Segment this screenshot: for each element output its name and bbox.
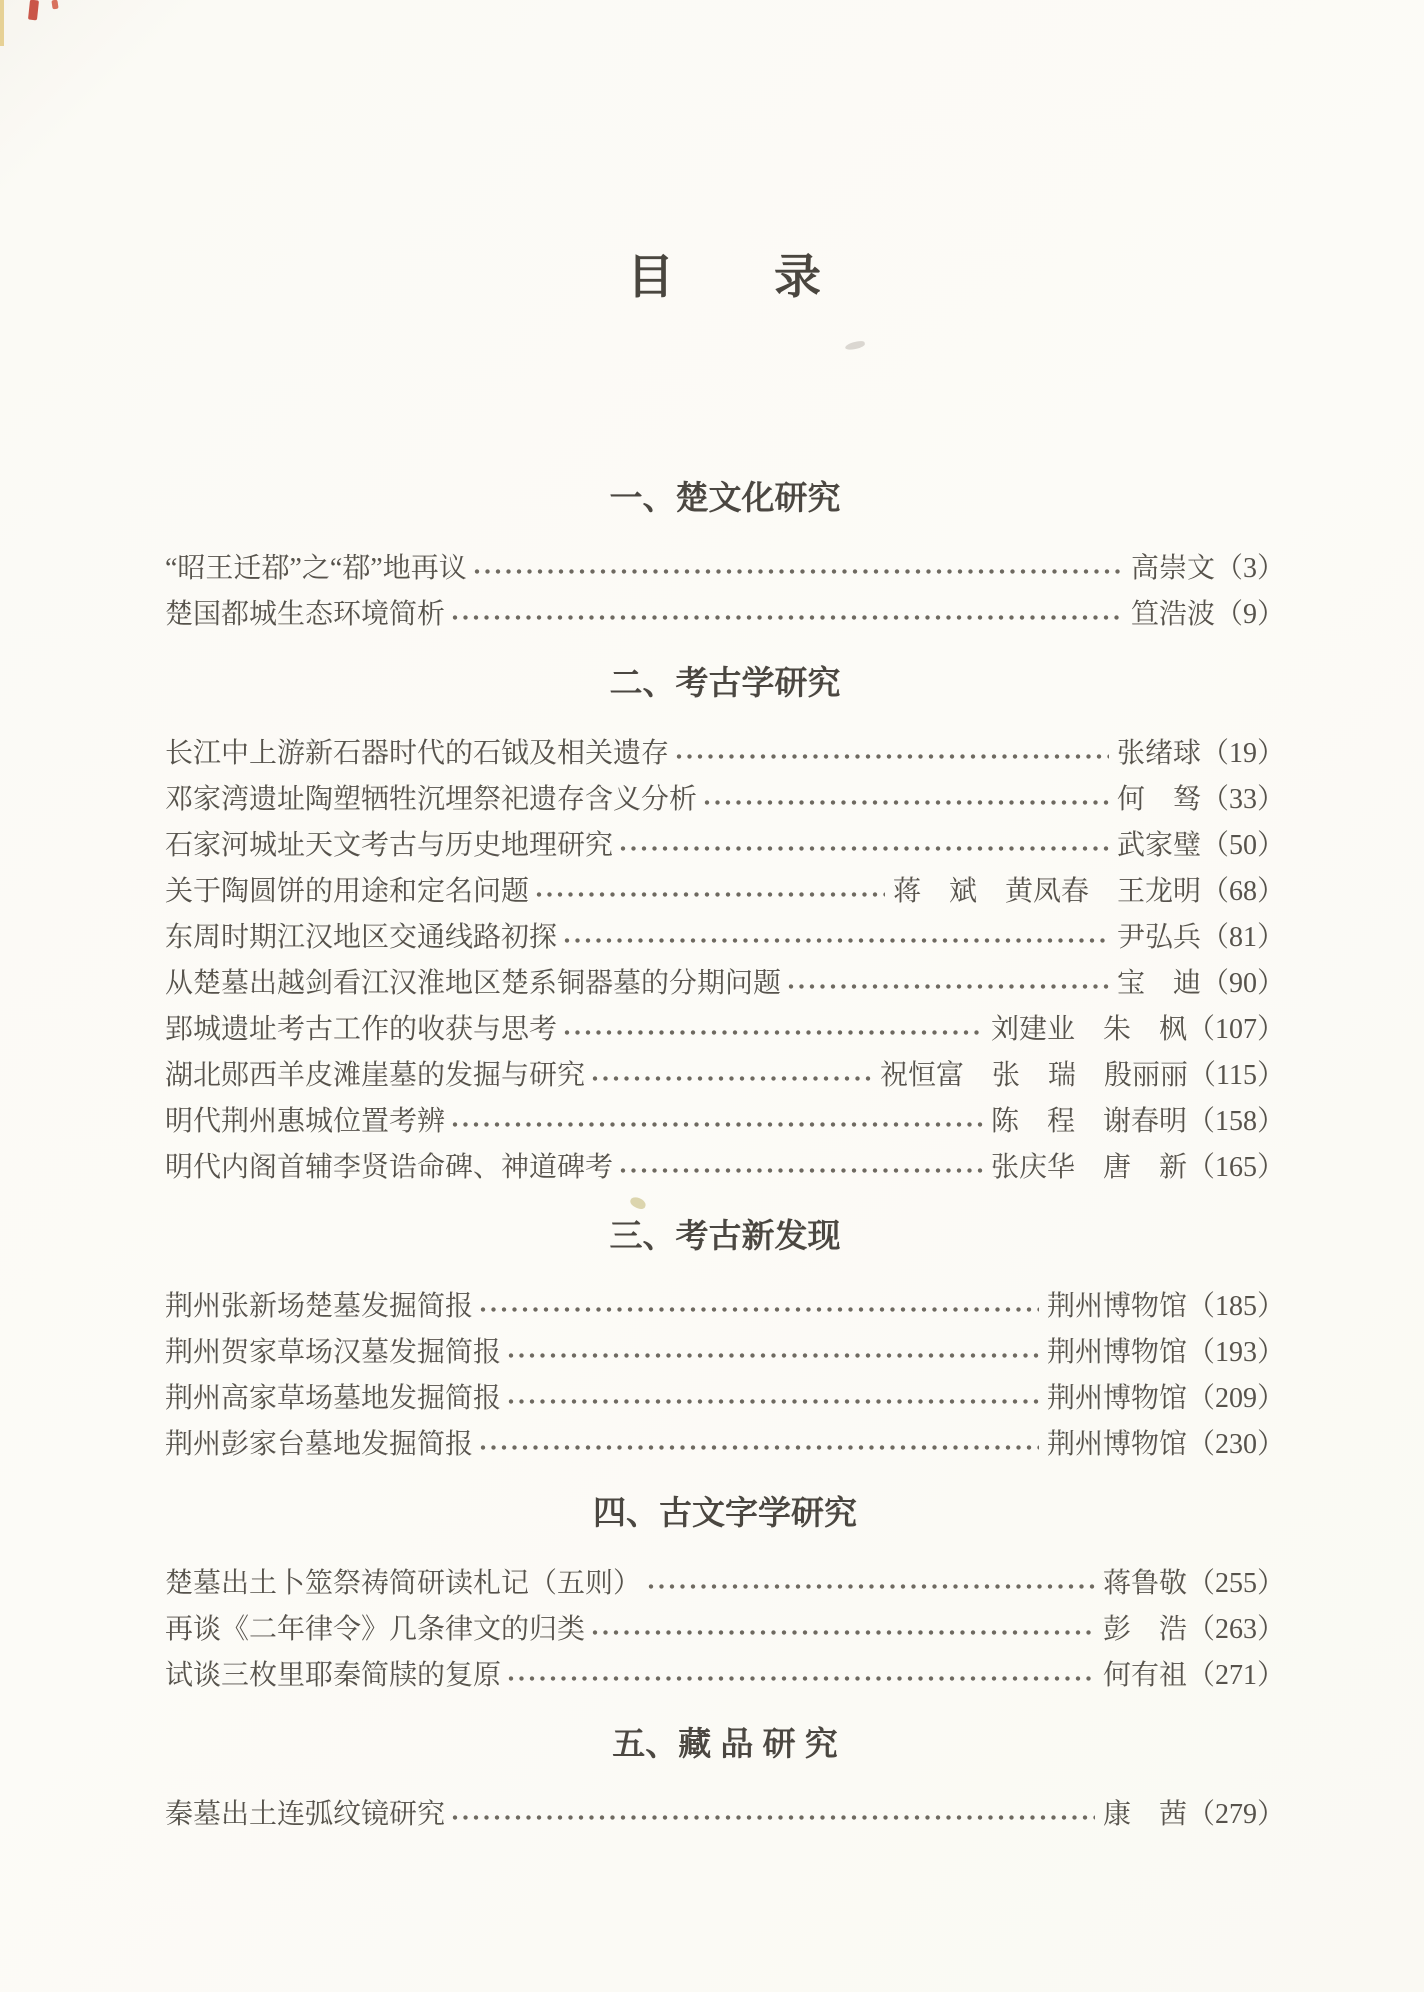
toc-entry-row (165, 1099, 1285, 1145)
dot-leader (591, 1628, 1095, 1637)
toc-entry-row (165, 731, 1285, 777)
entry-byline (1047, 1376, 1285, 1422)
section-entries (165, 1792, 1285, 1838)
scan-artifact-red-small (51, 0, 58, 9)
entry-authors: 笪浩波 (1130, 598, 1215, 630)
section-heading: 四、古文字学研究 (593, 1493, 857, 1531)
entry-byline (991, 1145, 1285, 1191)
entry-title: 试谈三枚里耶秦简牍的复原 (165, 1659, 502, 1691)
dot-leader (563, 1028, 983, 1037)
toc-entry-row (165, 1376, 1285, 1422)
entry-authors: 荆州博物馆 (1046, 1382, 1187, 1414)
entry-pageref: （3） (1214, 552, 1285, 584)
toc-entry-row (165, 1561, 1285, 1607)
entry-authors: 何 驽 (1116, 783, 1201, 815)
toc-entry-row (165, 1053, 1285, 1099)
entry-title: 明代荆州惠城位置考辨 (165, 1105, 446, 1137)
entry-title: 湖北郧西羊皮滩崖墓的发掘与研究 (165, 1059, 586, 1091)
dot-leader (507, 1351, 1039, 1360)
toc-entry-row (165, 823, 1285, 869)
dot-leader (591, 1074, 872, 1083)
dot-leader (507, 1397, 1039, 1406)
section-heading: 三、考古新发现 (609, 1216, 841, 1254)
dot-leader (451, 1120, 983, 1129)
entry-pageref: （165） (1186, 1151, 1285, 1183)
entry-title: 明代内阁首辅李贤诰命碑、神道碑考 (165, 1151, 614, 1183)
section-heading: 一、楚文化研究 (609, 479, 841, 517)
entry-authors: 荆州博物馆 (1046, 1336, 1187, 1368)
toc-entry-row (165, 915, 1285, 961)
entry-pageref: （33） (1200, 783, 1285, 815)
toc-entry-row (165, 869, 1285, 915)
entry-byline (893, 869, 1285, 915)
toc-section (165, 1215, 1285, 1468)
toc-entry-row (165, 1792, 1285, 1838)
entry-pageref: （255） (1186, 1567, 1285, 1599)
entry-title: 长江中上游新石器时代的石钺及相关遗存 (165, 737, 670, 769)
entry-byline (1117, 961, 1285, 1007)
entry-byline (1103, 1561, 1285, 1607)
entry-authors: 蒋 斌 黄凤春 王龙明 (892, 875, 1201, 907)
toc-entry-row (165, 1422, 1285, 1468)
entry-title: “昭王迁鄀”之“鄀”地再议 (165, 552, 467, 584)
entry-byline (1131, 546, 1285, 592)
entry-byline (1117, 823, 1285, 869)
entry-pageref: （68） (1200, 875, 1285, 907)
entry-authors: 张庆华 唐 新 (990, 1151, 1187, 1183)
toc-section (165, 1492, 1285, 1699)
entry-pageref: （90） (1200, 967, 1285, 999)
toc-entry-row (165, 1607, 1285, 1653)
toc-entry-row (165, 1653, 1285, 1699)
toc-entry-row (165, 777, 1285, 823)
dot-leader (479, 1305, 1039, 1314)
section-entries (165, 731, 1285, 1191)
entry-byline (991, 1007, 1285, 1053)
section-entries (165, 1561, 1285, 1699)
entry-authors: 何有祖 (1102, 1659, 1187, 1691)
entry-title: 秦墓出土连弧纹镜研究 (165, 1798, 446, 1830)
entry-pageref: （193） (1186, 1336, 1285, 1368)
entry-byline (1103, 1607, 1285, 1653)
toc-section (165, 1723, 1285, 1838)
entry-title: 从楚墓出越剑看江汉淮地区楚系铜器墓的分期问题 (165, 967, 782, 999)
entry-authors: 祝恒富 张 瑞 殷丽丽 (880, 1059, 1189, 1091)
entry-pageref: （19） (1200, 737, 1285, 769)
entry-authors: 陈 程 谢春明 (990, 1105, 1187, 1137)
entry-byline (1131, 592, 1285, 638)
entry-authors: 彭 浩 (1102, 1613, 1187, 1645)
entry-authors: 荆州博物馆 (1046, 1428, 1187, 1460)
dot-leader (619, 844, 1109, 853)
dot-leader (473, 567, 1123, 576)
entry-title: 荆州高家草场墓地发掘简报 (165, 1382, 502, 1414)
dot-leader (507, 1674, 1095, 1683)
section-heading: 五、藏 品 研 究 (612, 1724, 838, 1762)
entry-byline (1047, 1284, 1285, 1330)
entry-title: 荆州彭家台墓地发掘简报 (165, 1428, 474, 1460)
dot-leader (647, 1582, 1095, 1591)
entry-pageref: （115） (1188, 1059, 1285, 1091)
dot-leader (451, 613, 1123, 622)
entry-title: 东周时期江汉地区交通线路初探 (165, 921, 558, 953)
entry-authors: 刘建业 朱 枫 (990, 1013, 1187, 1045)
dot-leader (563, 936, 1109, 945)
section-entries (165, 1284, 1285, 1468)
dot-leader (619, 1166, 983, 1175)
entry-pageref: （271） (1186, 1659, 1285, 1691)
entry-authors: 尹弘兵 (1116, 921, 1201, 953)
entry-pageref: （9） (1214, 598, 1285, 630)
entry-byline (1047, 1422, 1285, 1468)
toc-entry-row (165, 1007, 1285, 1053)
entry-pageref: （107） (1186, 1013, 1285, 1045)
scan-artifact-edge (0, 0, 4, 46)
entry-pageref: （209） (1186, 1382, 1285, 1414)
dot-leader (535, 890, 885, 899)
dot-leader (675, 752, 1109, 761)
page-title: 目 录 (627, 252, 823, 304)
entry-byline (1047, 1330, 1285, 1376)
entry-authors: 武家璧 (1116, 829, 1201, 861)
toc-entry-row (165, 1145, 1285, 1191)
entry-byline (991, 1099, 1285, 1145)
entry-authors: 蒋鲁敬 (1102, 1567, 1187, 1599)
entry-title: 楚墓出土卜筮祭祷简研读札记（五则） (165, 1567, 642, 1599)
dot-leader (787, 982, 1109, 991)
toc-entry-row (165, 961, 1285, 1007)
toc-entry-row (165, 592, 1285, 638)
entry-pageref: （158） (1186, 1105, 1285, 1137)
entry-authors: 张绪球 (1116, 737, 1201, 769)
entry-byline (1117, 777, 1285, 823)
entry-authors: 荆州博物馆 (1046, 1290, 1187, 1322)
entry-pageref: （263） (1186, 1613, 1285, 1645)
entry-title: 荆州张新场楚墓发掘简报 (165, 1290, 474, 1322)
entry-title: 关于陶圆饼的用途和定名问题 (165, 875, 530, 907)
entry-title: 邓家湾遗址陶塑牺牲沉埋祭祀遗存含义分析 (165, 783, 698, 815)
toc-section (165, 662, 1285, 1191)
section-heading: 二、考古学研究 (609, 663, 841, 701)
entry-title: 石家河城址天文考古与历史地理研究 (165, 829, 614, 861)
entry-title: 荆州贺家草场汉墓发掘简报 (165, 1336, 502, 1368)
entry-byline (1117, 731, 1285, 777)
entry-pageref: （81） (1200, 921, 1285, 953)
entry-title: 楚国都城生态环境简析 (165, 598, 446, 630)
scan-artifact-red (28, 0, 39, 20)
entry-title: 再谈《二年律令》几条律文的归类 (165, 1613, 586, 1645)
entry-byline (1103, 1653, 1285, 1699)
toc-entry-row (165, 1284, 1285, 1330)
entry-byline (1117, 915, 1285, 961)
toc-entry-row (165, 546, 1285, 592)
entry-byline (880, 1053, 1285, 1099)
toc-entry-row (165, 1330, 1285, 1376)
entry-byline (1103, 1792, 1285, 1838)
section-entries (165, 546, 1285, 638)
entry-pageref: （185） (1186, 1290, 1285, 1322)
entry-pageref: （279） (1186, 1798, 1285, 1830)
toc-section (165, 477, 1285, 638)
dot-leader (451, 1813, 1095, 1822)
toc-sections (165, 477, 1285, 1837)
entry-authors: 宝 迪 (1116, 967, 1201, 999)
scan-artifact-smudge (844, 340, 865, 351)
dot-leader (479, 1443, 1039, 1452)
entry-pageref: （50） (1200, 829, 1285, 861)
entry-authors: 康 茜 (1102, 1798, 1187, 1830)
entry-pageref: （230） (1186, 1428, 1285, 1460)
entry-authors: 高崇文 (1130, 552, 1215, 584)
dot-leader (703, 798, 1109, 807)
entry-title: 郢城遗址考古工作的收获与思考 (165, 1013, 558, 1045)
